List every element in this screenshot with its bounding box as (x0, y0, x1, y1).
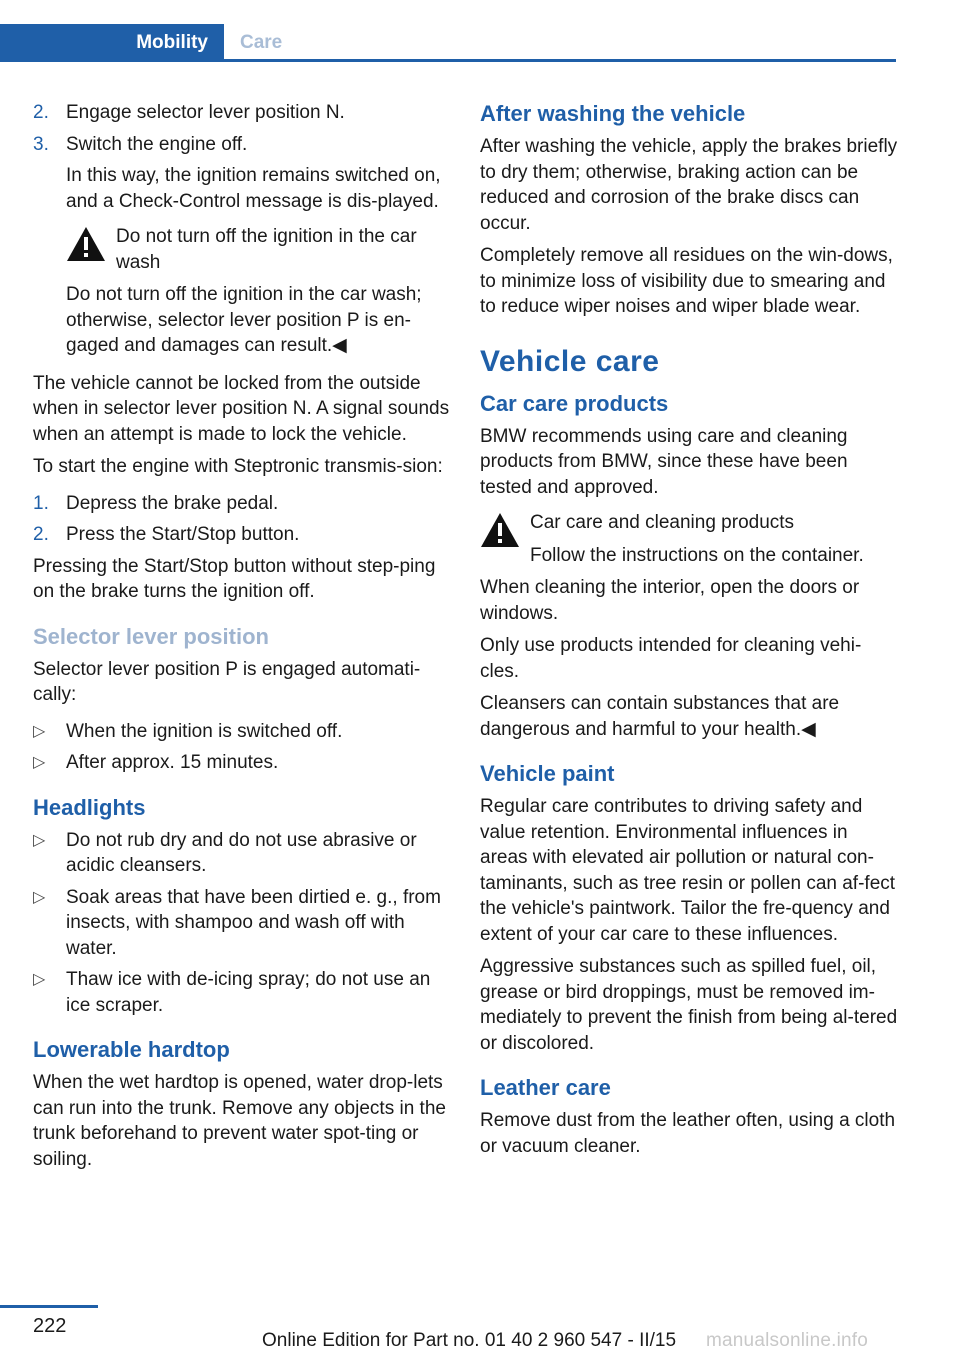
right-column (480, 100, 900, 1166)
paragraph: BMW recommends using care and cleaning products from BMW, since these have been tested and approved. (480, 425, 848, 498)
section-heading: Car care products (480, 390, 669, 416)
bullet-icon: ▷ (33, 754, 46, 771)
paragraph: Aggressive substances such as spilled fuel, oil, grease or bird droppings, must be removed im‐mediately to prevent the finish from being al‐tered or discolored. (480, 956, 898, 1054)
header-rule (0, 59, 896, 62)
list-item-text: When the ignition is switched off. (66, 720, 343, 742)
warning-icon (66, 226, 106, 270)
step-text: Press the Start/Stop button. (66, 524, 300, 545)
paragraph: When the wet hardtop is opened, water drop‐lets can run into the trunk. Remove any objects in the trunk beforehand to prevent water spot‐ting or soiling. (33, 1072, 446, 1170)
step-text: Depress the brake pedal. (66, 492, 279, 514)
paragraph: After washing the vehicle, apply the brakes briefly to dry them; otherwise, braking action can be reduced and corrosion of the brake discs can occur. (480, 136, 898, 234)
list-item (33, 719, 451, 745)
section-heading: Selector lever position (33, 623, 269, 649)
section-heading: Headlights (33, 794, 146, 820)
list-item-text: Soak areas that have been dirtied e. g., from insects, with shampoo and wash off with water. (66, 886, 441, 959)
list-item-text: After approx. 15 minutes. (66, 752, 279, 773)
warning-body: Do not turn off the ignition in the car wash; otherwise, selector lever position P is en‐gaged and damages can result.◀ (66, 284, 422, 356)
warning-body: Follow the instructions on the container. (530, 544, 864, 566)
list-item-text: Thaw ice with de-icing spray; do not use an ice scraper. (66, 969, 431, 1016)
section-heading: Vehicle paint (480, 761, 615, 786)
warning-icon (480, 512, 520, 556)
paragraph: The vehicle cannot be locked from the outside when in selector lever position N. A signal sounds when an attempt is made to lock the vehicle. (33, 372, 450, 445)
bullet-icon: ▷ (33, 888, 46, 906)
section-heading: Leather care (480, 1075, 611, 1100)
warning-box (480, 510, 900, 568)
tab-mobility[interactable] (0, 24, 224, 62)
list-item (33, 491, 451, 517)
paragraph: Only use products intended for cleaning vehi‐cles. (480, 635, 862, 682)
bullet-icon: ▷ (33, 971, 46, 988)
section-heading: Lowerable hardtop (33, 1037, 230, 1062)
paragraph: Regular care contributes to driving safety and value retention. Environmental influences in areas with elevated air pollution or natural con‐taminants, such as tree resin or pollen can af‐fect the vehicle's paintwork. Tailor the fre‐quency and extent of your car care to these influences. (480, 796, 896, 945)
header-tabs (0, 0, 896, 62)
list-item (33, 132, 451, 158)
left-column (33, 100, 451, 1179)
tab-care-label: Care (240, 32, 283, 53)
paragraph: Selector lever position P is engaged automati‐cally: (33, 658, 421, 705)
tab-mobility-label: Mobility (136, 32, 208, 53)
section-heading: After washing the vehicle (480, 101, 746, 126)
list-item (33, 967, 451, 1018)
footer-rule (0, 1305, 98, 1308)
paragraph: When cleaning the interior, open the doors or windows. (480, 577, 860, 624)
list-item (33, 885, 451, 962)
step-number: 2. (33, 524, 49, 545)
step-number: 1. (33, 492, 49, 514)
bullet-icon: ▷ (33, 722, 46, 740)
bullet-icon: ▷ (33, 831, 46, 849)
page-number: 222 (33, 1315, 67, 1337)
list-item (33, 750, 451, 776)
watermark: manualsonline.info (706, 1330, 869, 1351)
paragraph: Pressing the Start/Stop button without step‐ping on the brake turns the ignition off. (33, 555, 436, 602)
warning-box (66, 224, 451, 275)
list-item (33, 828, 451, 879)
list-item (33, 522, 451, 548)
step-text: Engage selector lever position N. (66, 102, 345, 123)
paragraph: To start the engine with Steptronic transmis‐sion: (33, 456, 443, 477)
tab-care[interactable] (240, 24, 282, 62)
warning-title: Car care and cleaning products (530, 512, 795, 533)
paragraph: Cleansers can contain substances that are dangerous and harmful to your health.◀ (480, 693, 840, 740)
step-note: In this way, the ignition remains switched on, and a Check-Control message is dis‐played. (66, 165, 441, 212)
step-number: 3. (33, 133, 49, 155)
edition-text: Online Edition for Part no. 01 40 2 960 547 - II/15 (262, 1330, 677, 1351)
list-item (33, 100, 451, 126)
warning-title: Do not turn off the ignition in the car wash (116, 226, 417, 273)
step-text: Switch the engine off. (66, 133, 248, 155)
chapter-heading: Vehicle care (480, 344, 660, 378)
paragraph: Completely remove all residues on the win‐dows, to minimize loss of visibility due to smearing and to reduce wiper noises and wiper blade wear. (480, 245, 893, 317)
list-item-text: Do not rub dry and do not use abrasive or acidic cleansers. (66, 829, 417, 876)
step-number: 2. (33, 102, 49, 123)
paragraph: Remove dust from the leather often, using a cloth or vacuum cleaner. (480, 1110, 896, 1157)
